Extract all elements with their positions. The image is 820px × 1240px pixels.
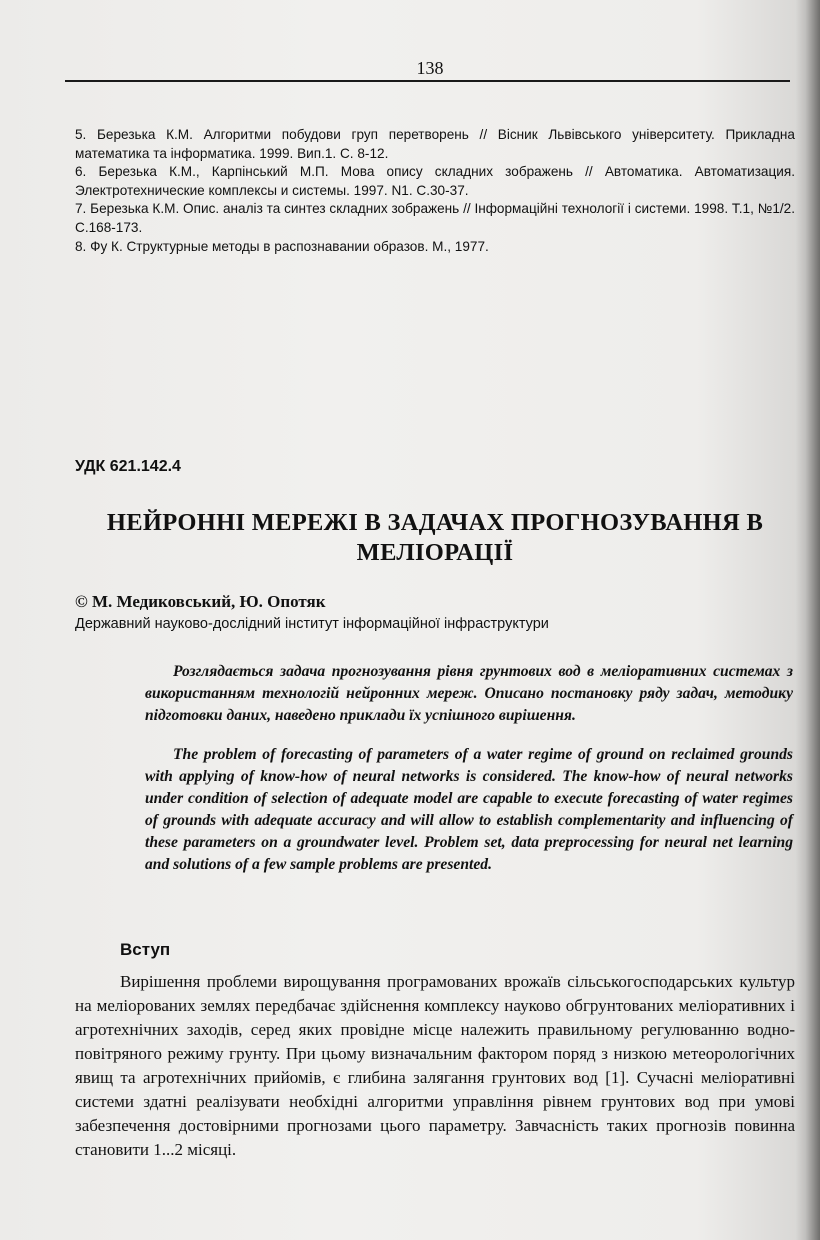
reference-item: 6. Березька К.М., Карпінський М.П. Мова опису складних зображень // Автоматика. Автоматизация. Электротехнические комплексы и системы. 1997. N1. С.30-37. xyxy=(75,164,795,198)
page-edge-shadow xyxy=(806,0,820,1240)
reference-item: 5. Березька К.М. Алгоритми побудови груп перетворень // Вісник Львівського університету. Прикладна математика та інформатика. 1999. Вип.1. С. 8-12. xyxy=(75,127,795,161)
abstract-english: The problem of forecasting of parameters of a water regime of ground on reclaimed grounds with applying of know-how of neural networks is considered. The know-how of neural networks under condition of selection of adequate model are capable to execute forecasting of water regimes of grounds with adequate accuracy and will allow to establish complementarity and influencing of these parameters on a groundwater level. Problem set, data preprocessing for neural net learning and solutions of a few sample problems are presented. xyxy=(145,746,793,873)
references-list xyxy=(75,126,795,256)
udk-code: УДК 621.142.4 xyxy=(75,458,181,475)
page-number: 138 xyxy=(416,58,444,78)
reference-item: 8. Фу К. Структурные методы в распознавании образов. М., 1977. xyxy=(75,238,489,254)
abstract-ukrainian: Розглядається задача прогнозування рівня грунтових вод в меліоративних системах з використанням технологій нейронних мереж. Описано постановку ряду задач, методику підготовки даних, наведено приклади їх успішного вирішення. xyxy=(145,663,793,724)
article-title: НЕЙРОННІ МЕРЕЖІ В ЗАДАЧАХ ПРОГНОЗУВАННЯ В МЕЛІОРАЦІЇ xyxy=(106,509,764,566)
intro-paragraph: Вирішення проблеми вирощування програмованих врожаїв сільськогосподарських культур на меліорованих землях передбачає здійснення комплексу науково обгрунтованих меліоративних і агротехнічних заходів, серед яких провідне місце належить правильному регулюванню водно-повітряного режиму грунту. При цьому визначальним фактором поряд з низкою метеорологічних явищ та агротехнічних прийомів, є глибина залягання грунтових вод [1]. Сучасні меліоративні системи здатні реалізувати необхідні алгоритми управління рівнем грунтових вод при умові забезпечення достовірними прогнозами цього параметру. Завчасність таких прогнозів повинна становити 1...2 місяці. xyxy=(75,972,795,1159)
section-heading: Вступ xyxy=(120,940,171,959)
article-affiliation: Державний науково-дослідний інститут інформаційної інфраструктури xyxy=(75,616,549,632)
header-rule xyxy=(65,80,790,82)
reference-item: 7. Березька К.М. Опис. аналіз та синтез складних зображень // Інформаційні технології і системи. 1998. Т.1, №1/2. С.168-173. xyxy=(75,201,795,235)
article-authors: © М. Медиковський, Ю. Опотяк xyxy=(75,592,326,611)
